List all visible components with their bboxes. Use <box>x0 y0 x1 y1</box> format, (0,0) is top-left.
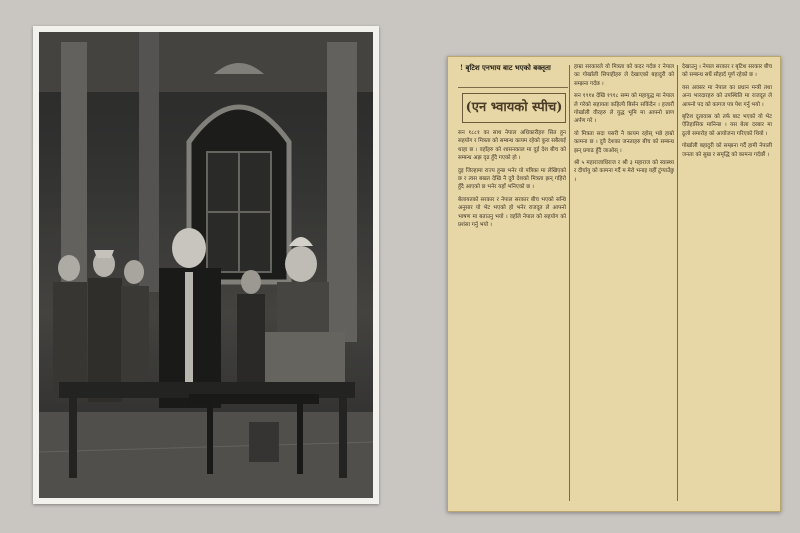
clipping-headline: ! बृटिश एनभाय बाट भएको बक्तृता <box>460 63 551 72</box>
column-3-paragraph: यस अवसर मा नेपाल का प्रधान मन्त्री तथा अन्य भारदारहरु को उपस्थिति मा राजदूत ले आफ्नो पद को कागज पत्र पेश गर्नु भयो । <box>682 84 772 108</box>
column-3-paragraph: गोर्खाली बहादुरी को सम्झना गर्दै हामी नेपाली जनता को सुख र समृद्धि को कामना गर्दछौं । <box>682 143 772 158</box>
column-divider <box>569 65 570 501</box>
column-1-paragraph: बेलायतको सरकार र नेपाल सरकार बीच भएको सन्धि अनुसार यो भेट भएको हो भनेर राजदूत ले आफ्नो भाषण मा बताउनु भयो । वहाँले नेपाल को सहयोग को प्रशंसा गर्नु भयो । <box>458 196 566 229</box>
photo-frame <box>33 26 379 504</box>
photograph-scene <box>39 32 373 498</box>
column-2-paragraph: यो मित्रता सदा यसरी नै कायम रहोस् भन्ने हाम्रो कामना छ । दुवै देशका जनताहरु बीच को सम्बन्ध झन् प्रगाढ हुँदै जाओस् । <box>574 130 674 154</box>
column-3 <box>682 63 772 503</box>
headline-rule <box>458 87 568 88</box>
column-divider <box>677 65 678 501</box>
column-2 <box>574 63 674 503</box>
column-2-paragraph: हाम्रा सरकारले यो मित्रता को कदर गर्दछ र नेपाल का गोर्खाली सिपाहीहरु ले देखाएको बहादुरी को सम्झना गर्दछ । <box>574 64 674 87</box>
column-2-paragraph: श्री ५ महाराजाधिराज र श्री ३ महाराज को स्वास्थ्य र दीर्घायु को कामना गर्दै म मेरो भनाइ यहीं टुंग्याउँछु । <box>574 160 674 183</box>
column-3-paragraph: देखाउनु । नेपाल सरकार र बृटिश सरकार बीच को सम्बन्ध सधैं सौहार्द पूर्ण रहेको छ । <box>682 64 772 79</box>
column-2-paragraph: सन १९१४ देखि १९१८ सम्म को महायुद्ध मा नेपाल ले गरेको सहायता कहिल्यै बिर्सन सकिंदैन । हजारौं गोर्खाली वीरहरु ले युद्ध भूमि मा आफ्नो प्राण अर्पण गरे । <box>574 93 674 125</box>
column-1-paragraph: सन १८८१ का साथ नेपाल अधिकारीहरु सित हुन सहयोग र मित्रता को सम्बन्ध कायम रहेको कुरा सबैलाई थाहा छ । वहाँहरु को शासनकाल मा दुई देश बीच को सम्बन्ध अझ दृढ हुँदै गएको हो । <box>458 130 566 162</box>
column-1-paragraph: दुइ जिल्हामा राज्य हुन्छ भनेर यो पत्रिका मा लेखिएको छ र त्यस बखत देखि नै दुवै देशको मित्रता झन् गहिरो हुँदै आएको छ भनेर यहाँ भनिएको छ । <box>458 167 566 191</box>
newspaper-clipping <box>447 56 781 512</box>
column-3-paragraph: बृटिश दूतावास को तर्फ बाट भएको यो भेट ऐतिहासिक मानिन्छ । यस बेला दरबार मा ठूलो समारोह को आयोजना गरिएको थियो । <box>682 114 772 137</box>
clipping-title: (एन भ्वायको स्पीच) <box>462 93 566 123</box>
historical-photograph <box>39 32 373 498</box>
column-1 <box>458 129 566 504</box>
